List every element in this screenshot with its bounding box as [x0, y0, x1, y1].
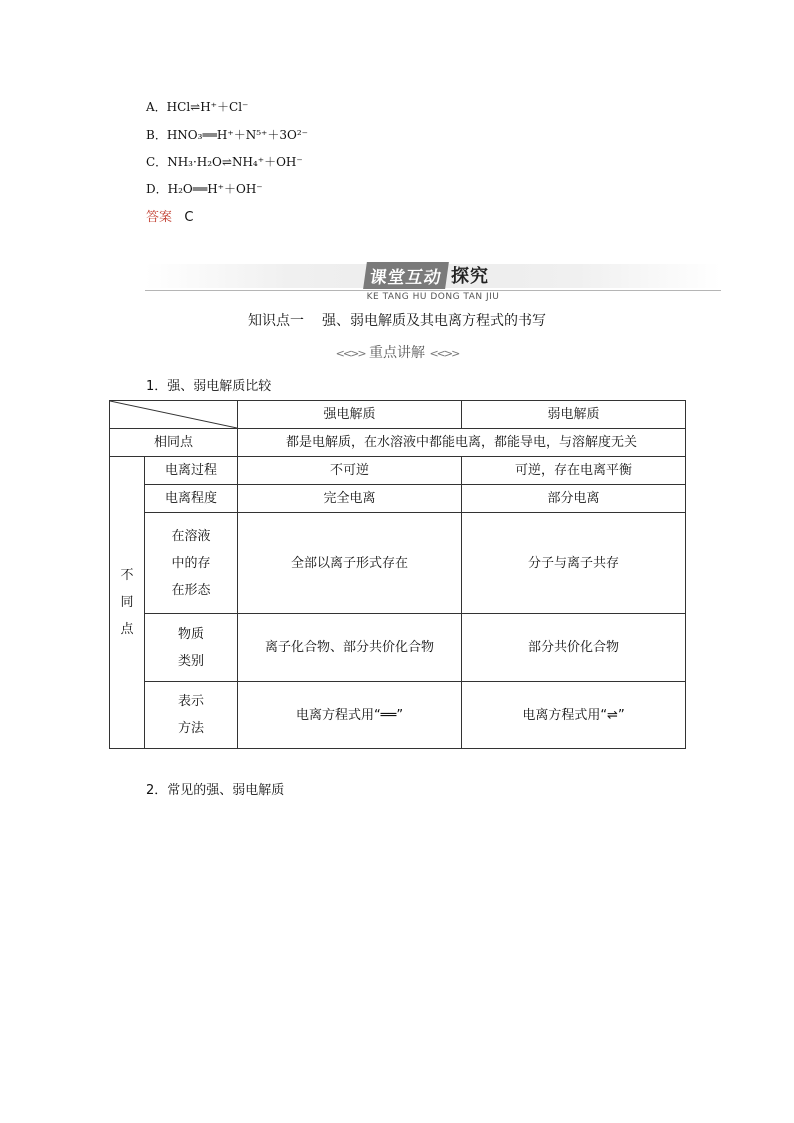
row-strong: 不可逆: [238, 457, 462, 485]
reversible-arrow: ⇌: [190, 100, 201, 114]
banner-rule: [145, 290, 721, 291]
option-equation: HNO₃: [166, 128, 203, 142]
row-strong: 电离方程式用“══”: [238, 682, 462, 749]
diff-char: 点: [120, 622, 134, 637]
row-label-line: 类别: [177, 653, 204, 669]
diff-label: [110, 457, 145, 749]
option-a: [146, 98, 248, 115]
row-label: 电离过程: [145, 457, 238, 485]
topic-heading: [0, 310, 794, 330]
option-products: H⁺＋Cl⁻: [200, 100, 249, 114]
topic-number: 知识点一: [248, 313, 304, 329]
row-label-line: 中的存: [171, 555, 211, 571]
reversible-arrow: ⇌: [221, 155, 232, 169]
answer-value: C: [184, 210, 194, 225]
banner-title-plain: 探究: [451, 266, 489, 287]
row-label: [145, 614, 238, 682]
row-label-line: 表示: [177, 694, 204, 709]
option-products: H⁺＋OH⁻: [207, 182, 263, 196]
row-label-line: 在形态: [171, 582, 211, 598]
answer-label: 答案: [146, 210, 173, 225]
comparison-table: [109, 400, 686, 749]
row-weak: 部分电离: [462, 485, 686, 513]
row-label-line: 在溶液: [171, 528, 211, 544]
row-label: [145, 513, 238, 614]
row-strong: 全部以离子形式存在: [238, 513, 462, 614]
option-c: [146, 153, 303, 170]
row-label: [145, 682, 238, 749]
diagonal-line: [110, 401, 237, 428]
row-weak: 部分共价化合物: [462, 614, 686, 682]
same-label: 相同点: [110, 429, 238, 457]
option-equation: NH₃·H₂O: [167, 155, 222, 169]
section-banner: [145, 258, 721, 302]
header-strong: 强电解质: [238, 401, 462, 429]
diff-char: 不: [120, 568, 134, 583]
row-weak: 可逆，存在电离平衡: [462, 457, 686, 485]
banner-subtitle: KE TANG HU DONG TAN JIU: [366, 292, 500, 302]
same-value: 都是电解质，在水溶液中都能电离，都能导电，与溶解度无关: [238, 429, 686, 457]
option-b: [146, 126, 308, 143]
option-label: A．: [146, 100, 167, 114]
row-label-line: 物质: [177, 626, 204, 642]
table-row: [110, 485, 686, 513]
header-row: [110, 401, 686, 429]
table-row: [110, 614, 686, 682]
option-label: C．: [146, 155, 168, 169]
right-ornament-icon: <<>>: [429, 347, 459, 360]
same-row: [110, 429, 686, 457]
row-strong: 离子化合物、部分共价化合物: [238, 614, 462, 682]
option-products: NH₄⁺＋OH⁻: [231, 155, 303, 169]
option-products: H⁺＋N⁵⁺＋3O²⁻: [216, 128, 308, 142]
section-2-heading: 2．常见的强、弱电解质: [146, 783, 285, 798]
row-weak: 分子与离子共存: [462, 513, 686, 614]
option-equation: HCl: [166, 100, 191, 114]
table-row: [110, 513, 686, 614]
option-label: D．: [146, 182, 168, 196]
left-ornament-icon: <<>>: [335, 347, 365, 360]
option-label: B．: [146, 128, 167, 142]
topic-title: 强、弱电解质及其电离方程式的书写: [322, 313, 546, 329]
diagonal-header-cell: [110, 401, 238, 429]
section-1-heading: 1．强、弱电解质比较: [146, 379, 272, 394]
equal-arrow: ══: [202, 128, 217, 142]
table-row: [110, 457, 686, 485]
row-weak: 电离方程式用“⇌”: [462, 682, 686, 749]
banner-title: [365, 262, 489, 288]
row-label: 电离程度: [145, 485, 238, 513]
equal-arrow: ══: [192, 182, 208, 196]
option-equation: H₂O: [167, 182, 193, 196]
answer-line: [146, 206, 194, 225]
row-label-line: 方法: [177, 721, 204, 736]
row-strong: 完全电离: [238, 485, 462, 513]
table-row: [110, 682, 686, 749]
keypoint-heading: [0, 342, 794, 362]
keypoint-label: 重点讲解: [369, 345, 425, 361]
header-weak: 弱电解质: [462, 401, 686, 429]
diff-char: 同: [120, 595, 134, 610]
option-d: [146, 180, 263, 197]
banner-title-boxed: 课堂互动: [363, 262, 449, 289]
